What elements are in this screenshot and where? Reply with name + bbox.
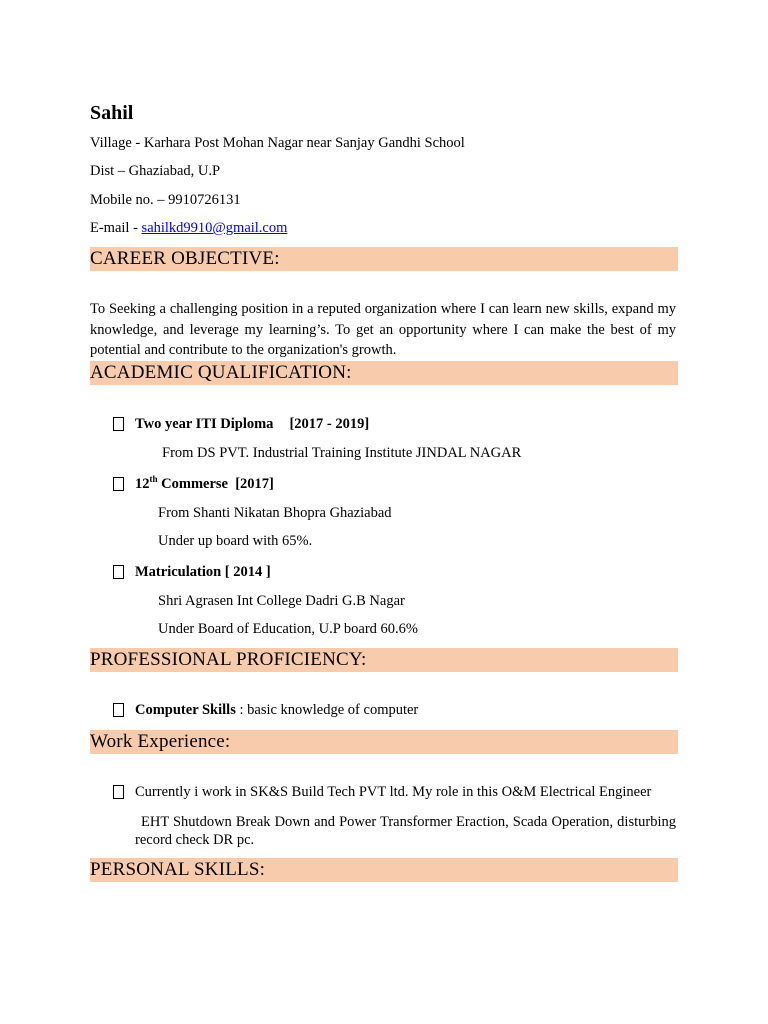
section-professional-proficiency: PROFESSIONAL PROFICIENCY: — [90, 648, 678, 672]
current-job: Currently i work in SK&S Build Tech PVT ltd. My role in this O&M Electrical Engineer — [135, 784, 652, 800]
career-objective-text: To Seeking a challenging position in a reputed organization where I can learn new skills, expand my knowledge, and leverage my learning’s. To get an opportunity where I can make the best of my potential and contribute to the organization's growth. — [90, 301, 676, 358]
twelfth-superscript: th — [149, 474, 158, 484]
matriculation-school: Shri Agrasen Int College Dadri G.B Nagar — [158, 593, 405, 609]
twelfth-school: From Shanti Nikatan Bhopra Ghaziabad — [158, 505, 392, 521]
matriculation-heading: Matriculation [ 2014 ] — [135, 564, 271, 580]
candidate-name: Sahil — [90, 102, 134, 124]
email-link[interactable]: sahilkd9910@gmail.com — [141, 220, 288, 236]
computer-skills-line — [135, 701, 418, 719]
mobile-number: Mobile no. – 9910726131 — [90, 192, 241, 208]
bullet-icon — [113, 785, 124, 799]
address-line-2: Dist – Ghaziabad, U.P — [90, 163, 221, 179]
twelfth-details: Commerse [2017] — [161, 476, 274, 492]
computer-skills-text: : basic knowledge of computer — [235, 702, 419, 718]
iti-years: [2017 - 2019] — [289, 416, 370, 432]
iti-diploma-heading — [135, 415, 369, 433]
email-label: E-mail - — [90, 220, 142, 236]
computer-skills-label: Computer Skills — [135, 702, 236, 718]
bullet-icon — [113, 703, 124, 717]
resume-page — [90, 0, 678, 1024]
address-line-1: Village - Karhara Post Mohan Nagar near Sanjay Gandhi School — [90, 135, 465, 151]
twelfth-heading — [135, 475, 274, 493]
section-work-experience: Work Experience: — [90, 730, 678, 754]
section-academic-qualification: ACADEMIC QUALIFICATION: — [90, 361, 678, 385]
section-personal-skills: PERSONAL SKILLS: — [90, 858, 678, 882]
twelfth-board: Under up board with 65%. — [158, 533, 313, 549]
iti-title: Two year ITI Diploma — [135, 416, 274, 432]
email-line — [90, 219, 287, 237]
bullet-icon — [113, 417, 124, 431]
iti-institute: From DS PVT. Industrial Training Institute JINDAL NAGAR — [162, 445, 522, 461]
bullet-icon — [113, 565, 124, 579]
job-duties-text: EHT Shutdown Break Down and Power Transformer Eraction, Scada Operation, disturbing record check DR pc. — [135, 814, 676, 848]
job-duties — [135, 813, 676, 849]
matriculation-board: Under Board of Education, U.P board 60.6% — [158, 621, 419, 637]
section-career-objective: CAREER OBJECTIVE: — [90, 247, 678, 271]
bullet-icon — [113, 477, 124, 491]
twelfth-number: 12 — [135, 476, 150, 492]
